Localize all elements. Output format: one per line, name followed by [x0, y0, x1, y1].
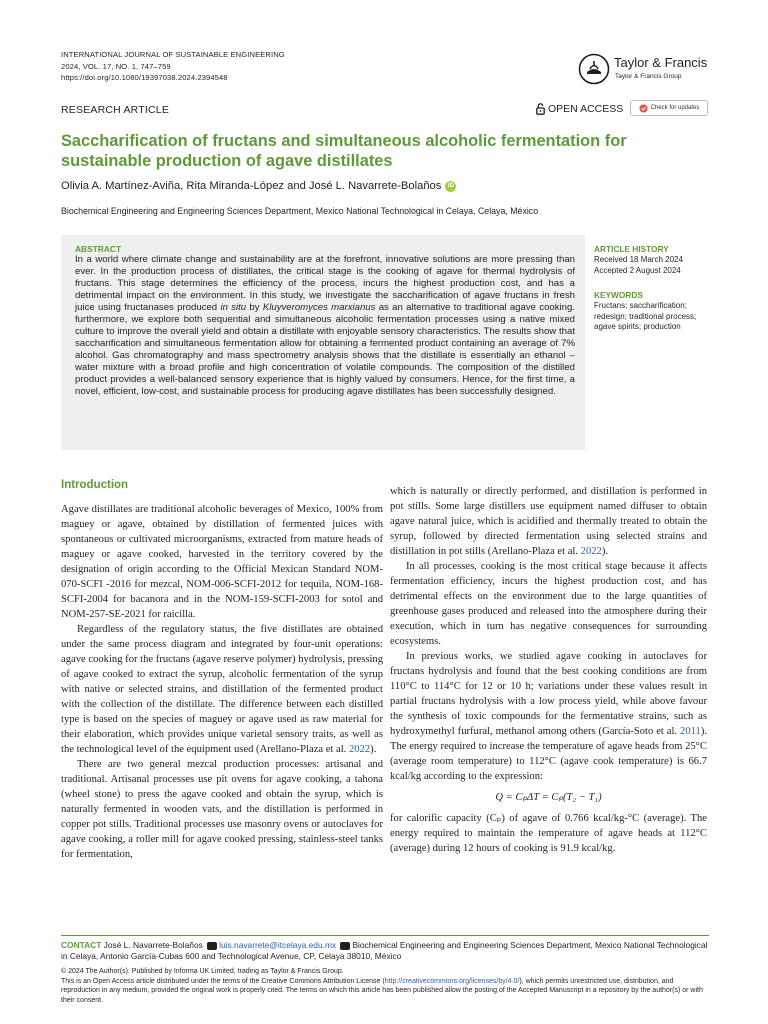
- authors: Olivia A. Martínez-Aviña, Rita Miranda-López and José L. Navarrete-Bolaños: [61, 180, 442, 192]
- paragraph: There are two general mezcal production processes: artisanal and traditional. Artisanal processes use pit ovens for agave cooking, a tahona (wheel stone) to press the agave cooked and obtain the syrup, which is naturally fermented in wooden vats, and the distillation is performed in copper pot stills. Traditional processes use masonry ovens or autoclaves for agave cooking, a roller mill for agave cooked pressing, stainless-steel tanks for fermentation,: [61, 759, 383, 860]
- address-icon: [340, 942, 350, 950]
- authors-line: [61, 180, 456, 192]
- article-type: RESEARCH ARTICLE: [61, 104, 170, 116]
- paragraph: for calorific capacity (Cₚ) of agave of 0.766 kcal/kg-°C (average). The energy required to maintain the temperature of agave heads at 112°C (average) during 12 hours of cooking is 91.9 kcal/kg.: [390, 813, 707, 854]
- paragraph: In all processes, cooking is the most critical stage because it affects fermentation efficiency, incurs the highest production cost, and has detrimental effects on the environment due to the large quantities of greenhouse gases produced and released into the atmosphere during their execution, which in turn has negative consequences for surrounding ecosystems.: [390, 561, 707, 647]
- email-icon: [207, 942, 217, 950]
- history-accepted: Accepted 2 August 2024: [594, 265, 681, 275]
- abstract-part-2: as an alternative to traditional agave cooking. furthermore, we explore both sequential and simultaneous alcoholic fermentation processes using a native mixed culture to improve the overall yield and obtain a distillate with enjoyable sensory characteristics. The results show that saccharification and simultaneous fermentation allow for obtaining a fermented product containing an average of 7% alcohol. Gas chromatography and mass spectrometry analysis shows that the distillate is essentially an ethanol – water mixture with a broad profile and high concentration of volatile compounds. The composition of the distilled product provides a well-balanced sensory experience that is highly valued by consumers. Hence, for the first time, a novel, efficient, low-cost, and sustainable process for producing agave distillates has been successfully designed.: [75, 302, 576, 397]
- check-updates-button[interactable]: [630, 100, 708, 116]
- affiliation: Biochemical Engineering and Engineering Sciences Department, Mexico National Technological in Celaya, Celaya, México: [61, 206, 539, 216]
- open-access-badge: [536, 103, 623, 115]
- paragraph-text: Regardless of the regulatory status, the five distillates are obtained under the same process diagram and integrated by four-unit operations: agave cooking for the fructans (agave reserve polymer) hydrolysis, pressing of agave cooked to extract the syrup, alcoholic fermentation of the syrup with native or selected strains, and distillation of the fermented product with the collection of the distillate. The difference between each distilled type is based on the species of maguey or agave used as raw material for their elaboration, which provides unique varietal sensory traits, as well as the technological level of the equipment used (Arellano-Plaza et al.: [61, 624, 383, 755]
- paragraph-text: In previous works, we studied agave cooking in autoclaves for fructans hydrolysis and found that the best cooking conditions are from 110°C to 114°C for 12 or 10 h; variations under these values result in partial fructans hydrolysis with a low process yield, while above favour the synthesis of toxic compounds for the fermentative strains, such as hydroxymethyl furfural, methanol among others (García-Soto et al.: [390, 651, 707, 737]
- open-access-label: OPEN ACCESS: [548, 103, 624, 115]
- contact-info: [61, 940, 709, 963]
- journal-volume: 2024, VOL. 17, NO. 1, 747–759: [61, 61, 171, 71]
- license-link[interactable]: http://creativecommons.org/licenses/by/4.0/: [384, 977, 520, 985]
- contact-address: Biochemical Engineering and Engineering Sciences Department, Mexico National Technological in Celaya, Antonio García-Cubas 600 and Technological Avenue, CP, Celaya 38010, México: [61, 940, 708, 962]
- right-column: [390, 484, 707, 856]
- contact-name: José L. Navarrete-Bolaños: [103, 940, 203, 950]
- paragraph-text: ).: [601, 546, 609, 557]
- paragraph-text: ). The energy required to increase the temperature of agave heads from 25°C (average room temperature) to 112°C (agave cook temperature) is 66.7 kcal/kg according to the expression:: [390, 726, 707, 782]
- history-heading: ARTICLE HISTORY: [594, 244, 669, 254]
- license-part-1: This is an Open Access article distributed under the terms of the Creative Commons Attribution License (: [61, 977, 385, 985]
- article-history: [594, 244, 714, 276]
- citation-link[interactable]: 2011: [680, 726, 701, 737]
- paragraph-text: which is naturally or directly performed, and distillation is performed in pot stills. Some large distillers use equipment named diffuser to obtain agave natural juice, which is acidified and thermally treated to obtain the syrup, followed by directed fermentation using selected strains and distillation in pot stills (Arellano-Plaza et al.: [390, 486, 707, 557]
- equation: Q = CₚΔT = Cₚ(T₂ − T₁): [495, 792, 602, 803]
- check-updates-label: Check for updates: [650, 105, 700, 111]
- citation-link[interactable]: 2022: [580, 546, 602, 557]
- footer-divider: [61, 935, 709, 936]
- abstract-organism: Kluyveromyces marxianus: [262, 302, 376, 313]
- taylor-francis-logo-icon: [578, 53, 610, 90]
- contact-label: CONTACT: [61, 940, 102, 950]
- keywords-text: Fructans; saccharification; redesign; traditional process; agave spirits; production: [594, 300, 697, 332]
- publisher-group: Taylor & Francis Group: [615, 73, 682, 80]
- citation-link[interactable]: 2022: [348, 744, 371, 755]
- keywords: [594, 290, 714, 333]
- paragraph: [61, 622, 383, 757]
- orcid-icon[interactable]: iD: [445, 181, 456, 192]
- abstract-heading: ABSTRACT: [75, 244, 122, 254]
- abstract-part-1: In a world where climate change and sustainability are at the forefront, innovative solutions are more pressing than ever. In the production process of distillates, the critical stage is the cooking of agave for thermal hydrolysis of fructans. This stage determines the efficiency of the process, incurs the highest production cost, and has a detrimental impact on the environment. In this study, we investigate the saccharification of agave fructans in fresh juice using fructanases produced: [75, 254, 575, 313]
- paragraph: [390, 484, 707, 559]
- article-title: Saccharification of fructans and simultaneous alcoholic fermentation for sustainable production of agave distillates: [61, 132, 627, 171]
- open-lock-icon: [536, 103, 545, 115]
- journal-doi[interactable]: https://doi.org/10.1080/19397038.2024.2394548: [61, 73, 228, 83]
- history-received: Received 18 March 2024: [594, 254, 683, 264]
- paragraph-text: ).: [370, 744, 377, 755]
- copyright-line: © 2024 The Author(s). Published by Informa UK Limited, trading as Taylor & Francis Group.: [61, 968, 344, 975]
- copyright-notice: [61, 967, 711, 1005]
- keywords-heading: KEYWORDS: [594, 290, 643, 300]
- abstract-insitu: in situ: [220, 302, 247, 313]
- contact-email[interactable]: luis.navarrete@itcelaya.edu.mx: [219, 940, 337, 950]
- license-part-2: ), which permits unrestricted use, distribution, and reproduction in any medium, provided the original work is properly cited. The terms on which this article has been published allow the posting of the Accepted Manuscript in a repository by the author(s) or with their consent.: [61, 977, 703, 1004]
- crossmark-icon: [639, 104, 648, 113]
- abstract-text: [75, 254, 575, 398]
- left-column: [61, 502, 383, 862]
- paragraph: [390, 649, 707, 784]
- publisher-name: Taylor & Francis: [614, 55, 708, 70]
- section-heading-introduction: Introduction: [61, 479, 129, 491]
- paragraph: Agave distillates are traditional alcoholic beverages of Mexico, 100% from maguey or agave, obtained by distillation of fermented juices with spontaneous or cultivated microorganisms, extracted from mature heads of maguey or agave cooked, harvested in the territory covered by the designation of origin according to the Official Mexican Standard NOM-070-SCFI -2016 for mezcal, NOM-006-SCFI-2012 for tequila, NOM-168-SCFI-2004 for bacanora and in the NOM-159-SCFI-2003 for sotol and NOM-257-SE-2021 for raicilla.: [61, 504, 383, 620]
- abstract-by: by: [246, 302, 263, 313]
- journal-info: [61, 49, 285, 84]
- license-text: [61, 977, 711, 1006]
- journal-name: INTERNATIONAL JOURNAL OF SUSTAINABLE ENGINEERING: [61, 50, 285, 59]
